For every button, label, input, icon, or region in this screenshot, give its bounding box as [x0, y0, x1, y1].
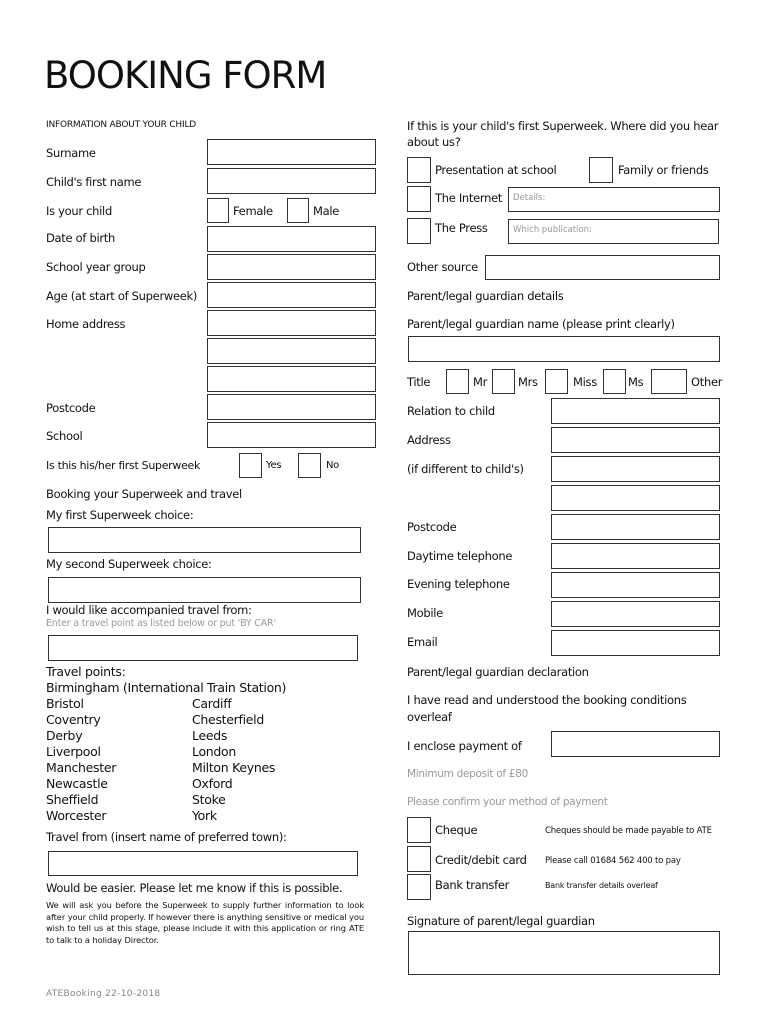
bank-note: Bank transfer details overleaf	[545, 881, 658, 890]
title-label: Title	[407, 375, 431, 389]
guardian-name-field[interactable]	[408, 336, 720, 362]
section-heading-child: INFORMATION ABOUT YOUR CHILD	[46, 120, 196, 130]
other-source-label: Other source	[407, 260, 478, 274]
presentation-checkbox[interactable]	[407, 157, 431, 183]
evening-tel-field[interactable]	[551, 572, 720, 598]
travel-point: Worcester	[46, 808, 107, 823]
would-be-easier-text: Would be easier. Please let me know if this is possible.	[46, 881, 343, 895]
details-placeholder: Details:	[513, 193, 546, 203]
hear-about-us-question: If this is your child's first Superweek. Where did you hear about us?	[407, 119, 719, 149]
address-field-3[interactable]	[551, 485, 720, 511]
internet-label: The Internet	[435, 191, 503, 205]
address-field-1[interactable]	[551, 427, 720, 453]
info-paragraph: We will ask you before the Superweek to supply further information to look after your child properly. If however there is anything sensitive or medical you wish to tell us at this stage, please include it with this application or ring ATE to talk to a holiday Director.	[46, 900, 364, 945]
male-label: Male	[313, 204, 340, 218]
school-field[interactable]	[207, 422, 376, 448]
confirm-method-text: Please confirm your method of payment	[407, 796, 608, 808]
accompanied-travel-field[interactable]	[48, 635, 358, 661]
guardian-details-heading: Parent/legal guardian details	[407, 289, 564, 303]
travel-point: Oxford	[192, 776, 233, 791]
travel-point: Leeds	[192, 728, 228, 743]
guardian-name-label: Parent/legal guardian name (please print clearly)	[407, 317, 675, 331]
title-miss-label: Miss	[573, 375, 597, 389]
family-friends-checkbox[interactable]	[589, 157, 613, 183]
school-label: School	[46, 429, 83, 443]
travel-point: Derby	[46, 728, 83, 743]
title-other-checkbox[interactable]	[651, 369, 687, 394]
surname-field[interactable]	[207, 139, 376, 165]
signature-field[interactable]	[408, 931, 720, 975]
male-checkbox[interactable]	[287, 198, 309, 223]
home-address-field-2[interactable]	[207, 338, 376, 364]
enclose-payment-label: I enclose payment of	[407, 739, 522, 753]
year-group-field[interactable]	[207, 254, 376, 280]
presentation-label: Presentation at school	[435, 163, 557, 177]
daytime-tel-label: Daytime telephone	[407, 549, 513, 563]
email-label: Email	[407, 635, 438, 649]
address-field-2[interactable]	[551, 456, 720, 482]
relation-label: Relation to child	[407, 404, 495, 418]
second-choice-label: My second Superweek choice:	[46, 557, 212, 571]
credit-note: Please call 01684 562 400 to pay	[545, 856, 681, 866]
travel-point: Coventry	[46, 712, 101, 727]
title-miss-checkbox[interactable]	[545, 369, 568, 394]
dob-label: Date of birth	[46, 231, 116, 245]
first-choice-field[interactable]	[48, 527, 361, 553]
payment-amount-field[interactable]	[551, 731, 720, 757]
title-other-label: Other	[691, 375, 723, 389]
second-choice-field[interactable]	[48, 577, 361, 603]
declaration-text: I have read and understood the booking conditions overleaf	[407, 693, 687, 724]
home-address-field-3[interactable]	[207, 366, 376, 392]
title-mrs-label: Mrs	[518, 375, 538, 389]
travel-point: London	[192, 744, 237, 759]
first-name-field[interactable]	[207, 168, 376, 194]
guardian-postcode-label: Postcode	[407, 520, 457, 534]
min-deposit-text: Minimum deposit of £80	[407, 768, 528, 780]
travel-point: Chesterfield	[192, 712, 264, 727]
travel-point: Cardiff	[192, 696, 232, 711]
yes-checkbox[interactable]	[239, 453, 262, 478]
travel-point: Liverpool	[46, 744, 101, 759]
postcode-label: Postcode	[46, 401, 96, 415]
age-label: Age (at start of Superweek)	[46, 289, 198, 303]
accompanied-travel-label: I would like accompanied travel from:	[46, 603, 252, 617]
title-mr-label: Mr	[473, 375, 488, 389]
accompanied-hint: Enter a travel point as listed below or put 'BY CAR'	[46, 618, 276, 629]
home-address-label: Home address	[46, 317, 126, 331]
first-choice-label: My first Superweek choice:	[46, 508, 194, 522]
cheque-note: Cheques should be made payable to ATE	[545, 826, 712, 836]
signature-label: Signature of parent/legal guardian	[407, 914, 595, 928]
travel-point-birmingham: Birmingham (International Train Station)	[46, 680, 287, 695]
title-mrs-checkbox[interactable]	[492, 369, 515, 394]
dob-field[interactable]	[207, 226, 376, 252]
if-different-label: (if different to child's)	[407, 462, 524, 476]
relation-field[interactable]	[551, 398, 720, 424]
address-label: Address	[407, 433, 451, 447]
title-mr-checkbox[interactable]	[446, 369, 469, 394]
other-source-field[interactable]	[485, 255, 720, 280]
first-name-label: Child's first name	[46, 175, 142, 189]
page-title: BOOKING FORM	[44, 54, 327, 97]
travel-point: Newcastle	[46, 776, 108, 791]
postcode-field[interactable]	[207, 394, 376, 420]
cheque-label: Cheque	[435, 823, 478, 837]
cheque-checkbox[interactable]	[407, 817, 431, 843]
title-ms-checkbox[interactable]	[603, 369, 626, 394]
daytime-tel-field[interactable]	[551, 543, 720, 569]
title-ms-label: Ms	[628, 375, 644, 389]
publication-field[interactable]	[508, 219, 719, 244]
footer-text: ATEBooking 22-10-2018	[46, 989, 161, 999]
booking-heading: Booking your Superweek and travel	[46, 487, 242, 501]
evening-tel-label: Evening telephone	[407, 577, 510, 591]
publication-placeholder: Which publication:	[513, 225, 592, 235]
travel-from-label: Travel from (insert name of preferred town):	[46, 830, 287, 844]
travel-point: Sheffield	[46, 792, 99, 807]
travel-point: Manchester	[46, 760, 117, 775]
travel-point: Milton Keynes	[192, 760, 276, 775]
internet-checkbox[interactable]	[407, 186, 431, 212]
female-checkbox[interactable]	[207, 198, 229, 223]
gender-label: Is your child	[46, 204, 112, 218]
family-friends-label: Family or friends	[618, 163, 709, 177]
internet-details-field[interactable]	[508, 187, 720, 212]
bank-transfer-checkbox[interactable]	[407, 874, 431, 900]
travel-from-field[interactable]	[48, 851, 358, 876]
no-label: No	[326, 460, 339, 471]
first-superweek-label: Is this his/her first Superweek	[46, 459, 201, 472]
mobile-field[interactable]	[551, 601, 720, 627]
credit-debit-checkbox[interactable]	[407, 846, 431, 872]
home-address-field-1[interactable]	[207, 310, 376, 336]
travel-point: Stoke	[192, 792, 226, 807]
bank-transfer-label: Bank transfer	[435, 878, 510, 892]
travel-point: York	[192, 808, 217, 823]
travel-points-heading: Travel points:	[46, 664, 126, 679]
yes-label: Yes	[266, 460, 282, 471]
guardian-postcode-field[interactable]	[551, 514, 720, 540]
credit-debit-label: Credit/debit card	[435, 853, 527, 867]
email-field[interactable]	[551, 630, 720, 656]
press-checkbox[interactable]	[407, 218, 431, 244]
no-checkbox[interactable]	[298, 453, 321, 478]
female-label: Female	[233, 204, 273, 218]
age-field[interactable]	[207, 282, 376, 308]
press-label: The Press	[435, 221, 488, 235]
travel-point: Bristol	[46, 696, 84, 711]
mobile-label: Mobile	[407, 606, 443, 620]
declaration-heading: Parent/legal guardian declaration	[407, 665, 589, 679]
surname-label: Surname	[46, 146, 96, 160]
year-group-label: School year group	[46, 260, 146, 274]
